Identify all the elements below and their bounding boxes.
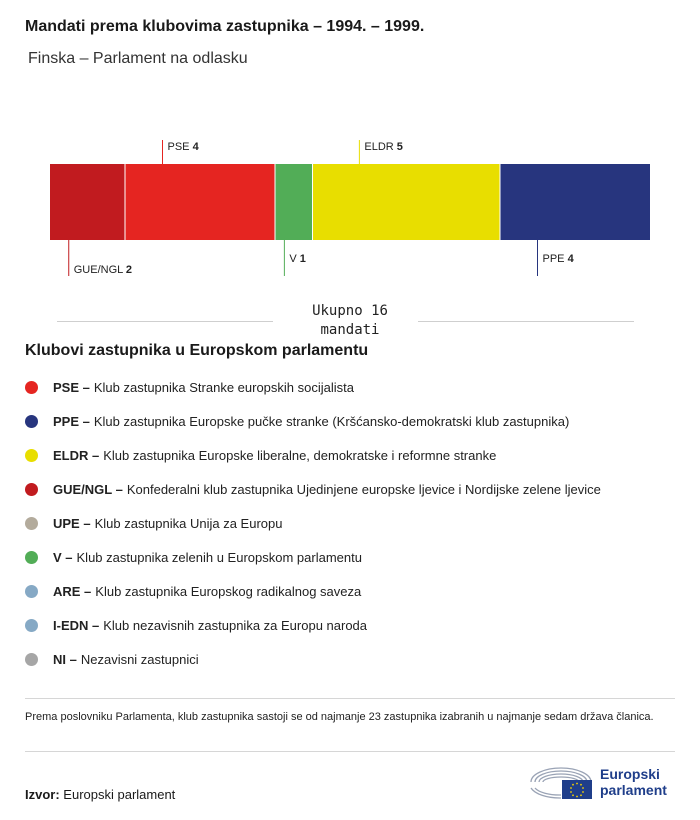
legend-text: Nezavisni zastupnici bbox=[80, 651, 199, 667]
legend-item bbox=[25, 608, 601, 642]
bar-segment-gue-ngl bbox=[50, 164, 125, 240]
source-label: Izvor: bbox=[25, 787, 60, 802]
legend-list bbox=[25, 370, 601, 676]
bar-label: PPE 4 bbox=[542, 253, 574, 265]
legend-abbr: ELDR – bbox=[53, 447, 100, 463]
legend-item bbox=[25, 472, 601, 506]
legend-dot-icon bbox=[25, 653, 38, 666]
source-line bbox=[25, 787, 175, 802]
legend-item bbox=[25, 438, 601, 472]
source-text: Europski parlament bbox=[63, 787, 176, 802]
parliament-hemicycle-icon bbox=[528, 762, 594, 800]
total-divider-left bbox=[57, 321, 273, 322]
legend-text: Klub zastupnika Europskog radikalnog saveza bbox=[95, 583, 362, 599]
legend-dot-icon bbox=[25, 585, 38, 598]
bar-segment-ppe bbox=[500, 164, 650, 240]
page-subtitle: Finska – Parlament na odlasku bbox=[28, 50, 248, 67]
legend-text: Klub nezavisnih zastupnika za Europu naroda bbox=[103, 617, 368, 633]
legend-abbr: V – bbox=[53, 549, 73, 565]
bar-segment-v bbox=[275, 164, 313, 240]
legend-abbr: UPE – bbox=[53, 515, 91, 531]
legend-item bbox=[25, 404, 601, 438]
footer-divider-bottom bbox=[25, 751, 675, 752]
footnote: Prema poslovniku Parlamenta, klub zastupnika sastoji se od najmanje 23 zastupnika izabranih u najmanje sedam država članica. bbox=[25, 711, 654, 723]
bar-label: ELDR 5 bbox=[364, 141, 403, 153]
legend-item bbox=[25, 506, 601, 540]
legend-abbr: PSE – bbox=[53, 379, 90, 395]
legend-abbr: NI – bbox=[53, 651, 77, 667]
legend-text: Klub zastupnika zelenih u Europskom parlamentu bbox=[76, 549, 362, 565]
total-seats-line1: Ukupno 16 bbox=[312, 303, 388, 319]
bar-segment-eldr bbox=[313, 164, 501, 240]
legend-abbr: GUE/NGL – bbox=[53, 481, 123, 497]
legend-abbr: ARE – bbox=[53, 583, 92, 599]
total-divider-right bbox=[418, 321, 634, 322]
bar-label: V 1 bbox=[289, 253, 306, 265]
logo-line2: parlament bbox=[600, 782, 667, 798]
legend-abbr: PPE – bbox=[53, 413, 90, 429]
legend-text: Klub zastupnika Stranke europskih socijalista bbox=[93, 379, 354, 395]
legend-abbr: I-EDN – bbox=[53, 617, 100, 633]
legend-dot-icon bbox=[25, 381, 38, 394]
logo-text bbox=[600, 766, 667, 798]
legend-item bbox=[25, 574, 601, 608]
stacked-bar-chart bbox=[0, 130, 700, 290]
legend-title: Klubovi zastupnika u Europskom parlamentu bbox=[25, 342, 369, 359]
legend-dot-icon bbox=[25, 517, 38, 530]
legend-text: Klub zastupnika Unija za Europu bbox=[94, 515, 283, 531]
legend-item bbox=[25, 370, 601, 404]
legend-item bbox=[25, 642, 601, 676]
total-seats-label bbox=[280, 302, 420, 340]
bar-label: PSE 4 bbox=[167, 141, 199, 153]
legend-text: Konfederalni klub zastupnika Ujedinjene europske ljevice i Nordijske zelene ljevice bbox=[126, 481, 601, 497]
logo-line1: Europski bbox=[600, 766, 660, 782]
bar-label: GUE/NGL 2 bbox=[73, 264, 133, 276]
legend-text: Klub zastupnika Europske pučke stranke (Kršćansko-demokratski klub zastupnika) bbox=[93, 413, 570, 429]
legend-dot-icon bbox=[25, 551, 38, 564]
legend-text: Klub zastupnika Europske liberalne, demokratske i reformne stranke bbox=[103, 447, 497, 463]
bar-segment-pse bbox=[125, 164, 275, 240]
legend-dot-icon bbox=[25, 415, 38, 428]
european-parliament-logo bbox=[528, 762, 678, 802]
legend-dot-icon bbox=[25, 449, 38, 462]
legend-dot-icon bbox=[25, 619, 38, 632]
legend-item bbox=[25, 540, 601, 574]
footer-divider-top bbox=[25, 698, 675, 699]
legend-dot-icon bbox=[25, 483, 38, 496]
total-seats-line2: mandati bbox=[320, 322, 380, 338]
page-title: Mandati prema klubovima zastupnika – 1994. – 1999. bbox=[25, 18, 425, 35]
